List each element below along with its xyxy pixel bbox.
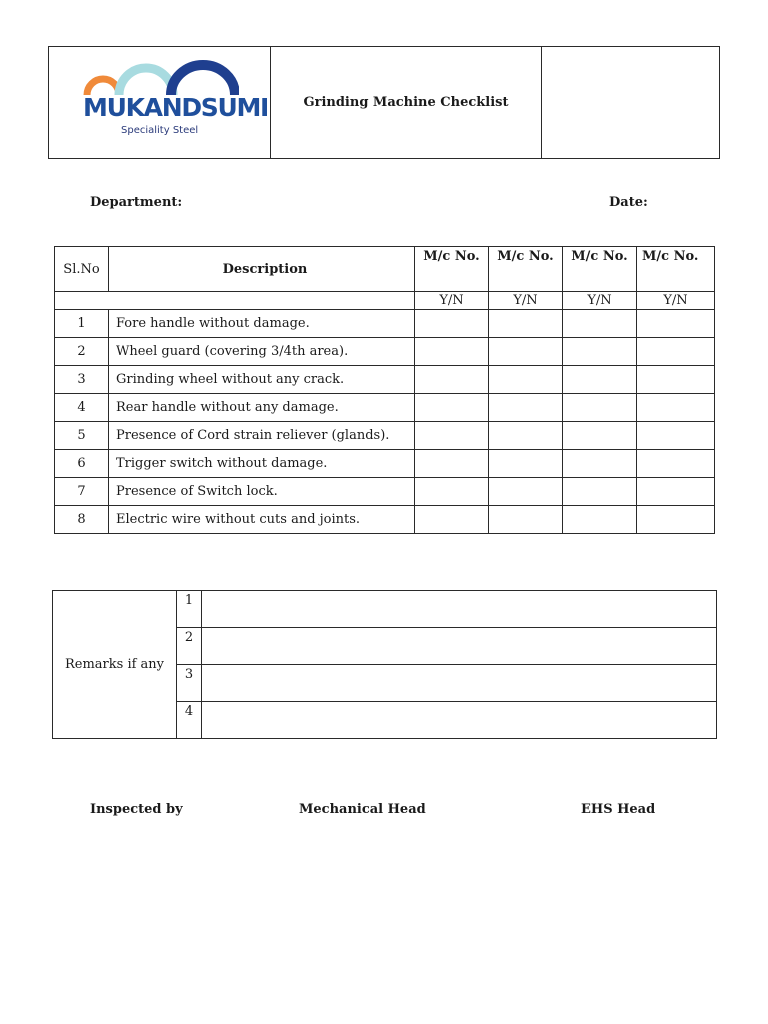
remark-field[interactable] (202, 628, 717, 665)
logo-subtitle: Speciality Steel (121, 125, 199, 136)
mc-cell[interactable] (489, 422, 563, 450)
mc-cell[interactable] (489, 506, 563, 534)
remark-field[interactable] (202, 665, 717, 702)
mc-cell[interactable] (637, 450, 715, 478)
mc-cell[interactable] (637, 478, 715, 506)
mc-cell[interactable] (563, 422, 637, 450)
row-number: 7 (55, 478, 109, 506)
mc-cell[interactable] (415, 394, 489, 422)
checklist-table (54, 246, 715, 534)
mechanical-head-label: Mechanical Head (299, 802, 426, 817)
logo-cell (49, 47, 271, 159)
row-number: 1 (55, 310, 109, 338)
mc-cell[interactable] (637, 366, 715, 394)
mc-header-2: M/c No. (489, 247, 563, 292)
remarks-table (52, 590, 717, 739)
table-row (55, 310, 715, 338)
mc-header-4: M/c No. (637, 247, 715, 292)
row-description: Presence of Cord strain reliever (glands). (109, 422, 415, 450)
slno-header: Sl.No (55, 247, 109, 292)
department-label: Department: (90, 195, 183, 210)
mc-header-3: M/c No. (563, 247, 637, 292)
logo-wordmark: MUKANDSUMI (83, 93, 269, 122)
mc-cell[interactable] (415, 450, 489, 478)
mc-cell[interactable] (415, 338, 489, 366)
row-number: 4 (55, 394, 109, 422)
row-number: 2 (55, 338, 109, 366)
remark-number: 2 (177, 628, 202, 665)
row-number: 8 (55, 506, 109, 534)
mc-cell[interactable] (415, 366, 489, 394)
mc-cell[interactable] (637, 338, 715, 366)
description-header: Description (109, 247, 415, 292)
yn-label-3: Y/N (563, 292, 637, 310)
ehs-head-label: EHS Head (581, 802, 656, 817)
table-row (55, 394, 715, 422)
mc-cell[interactable] (637, 506, 715, 534)
mc-cell[interactable] (489, 478, 563, 506)
table-row (55, 338, 715, 366)
remark-number: 4 (177, 702, 202, 739)
remark-field[interactable] (202, 702, 717, 739)
row-description: Fore handle without damage. (109, 310, 415, 338)
mc-cell[interactable] (563, 310, 637, 338)
mc-header-1: M/c No. (415, 247, 489, 292)
mc-cell[interactable] (637, 422, 715, 450)
mc-cell[interactable] (489, 366, 563, 394)
mc-cell[interactable] (563, 478, 637, 506)
row-description: Rear handle without any damage. (109, 394, 415, 422)
mc-cell[interactable] (563, 450, 637, 478)
mc-cell[interactable] (489, 338, 563, 366)
row-description: Grinding wheel without any crack. (109, 366, 415, 394)
table-row (55, 450, 715, 478)
date-label: Date: (609, 195, 648, 210)
row-number: 5 (55, 422, 109, 450)
row-number: 3 (55, 366, 109, 394)
header-table (48, 46, 720, 159)
company-logo (83, 51, 239, 95)
yn-label-1: Y/N (415, 292, 489, 310)
yn-spacer (55, 292, 415, 310)
mc-cell[interactable] (415, 422, 489, 450)
row-description: Electric wire without cuts and joints. (109, 506, 415, 534)
row-description: Trigger switch without damage. (109, 450, 415, 478)
remarks-label: Remarks if any (53, 591, 177, 739)
table-row (55, 366, 715, 394)
table-row (55, 422, 715, 450)
row-description: Presence of Switch lock. (109, 478, 415, 506)
mc-cell[interactable] (415, 310, 489, 338)
mc-cell[interactable] (415, 478, 489, 506)
mc-cell[interactable] (563, 338, 637, 366)
row-description: Wheel guard (covering 3/4th area). (109, 338, 415, 366)
mc-cell[interactable] (563, 506, 637, 534)
mc-cell[interactable] (489, 310, 563, 338)
row-number: 6 (55, 450, 109, 478)
yn-label-4: Y/N (637, 292, 715, 310)
table-row (55, 478, 715, 506)
remark-field[interactable] (202, 591, 717, 628)
mc-cell[interactable] (563, 366, 637, 394)
mc-cell[interactable] (637, 394, 715, 422)
header-right-cell (542, 47, 720, 159)
document-title: Grinding Machine Checklist (271, 47, 542, 159)
inspected-by-label: Inspected by (90, 802, 183, 817)
remark-number: 3 (177, 665, 202, 702)
table-row (55, 506, 715, 534)
yn-label-2: Y/N (489, 292, 563, 310)
mc-cell[interactable] (563, 394, 637, 422)
mc-cell[interactable] (415, 506, 489, 534)
mc-cell[interactable] (489, 394, 563, 422)
mc-cell[interactable] (637, 310, 715, 338)
mc-cell[interactable] (489, 450, 563, 478)
remark-number: 1 (177, 591, 202, 628)
